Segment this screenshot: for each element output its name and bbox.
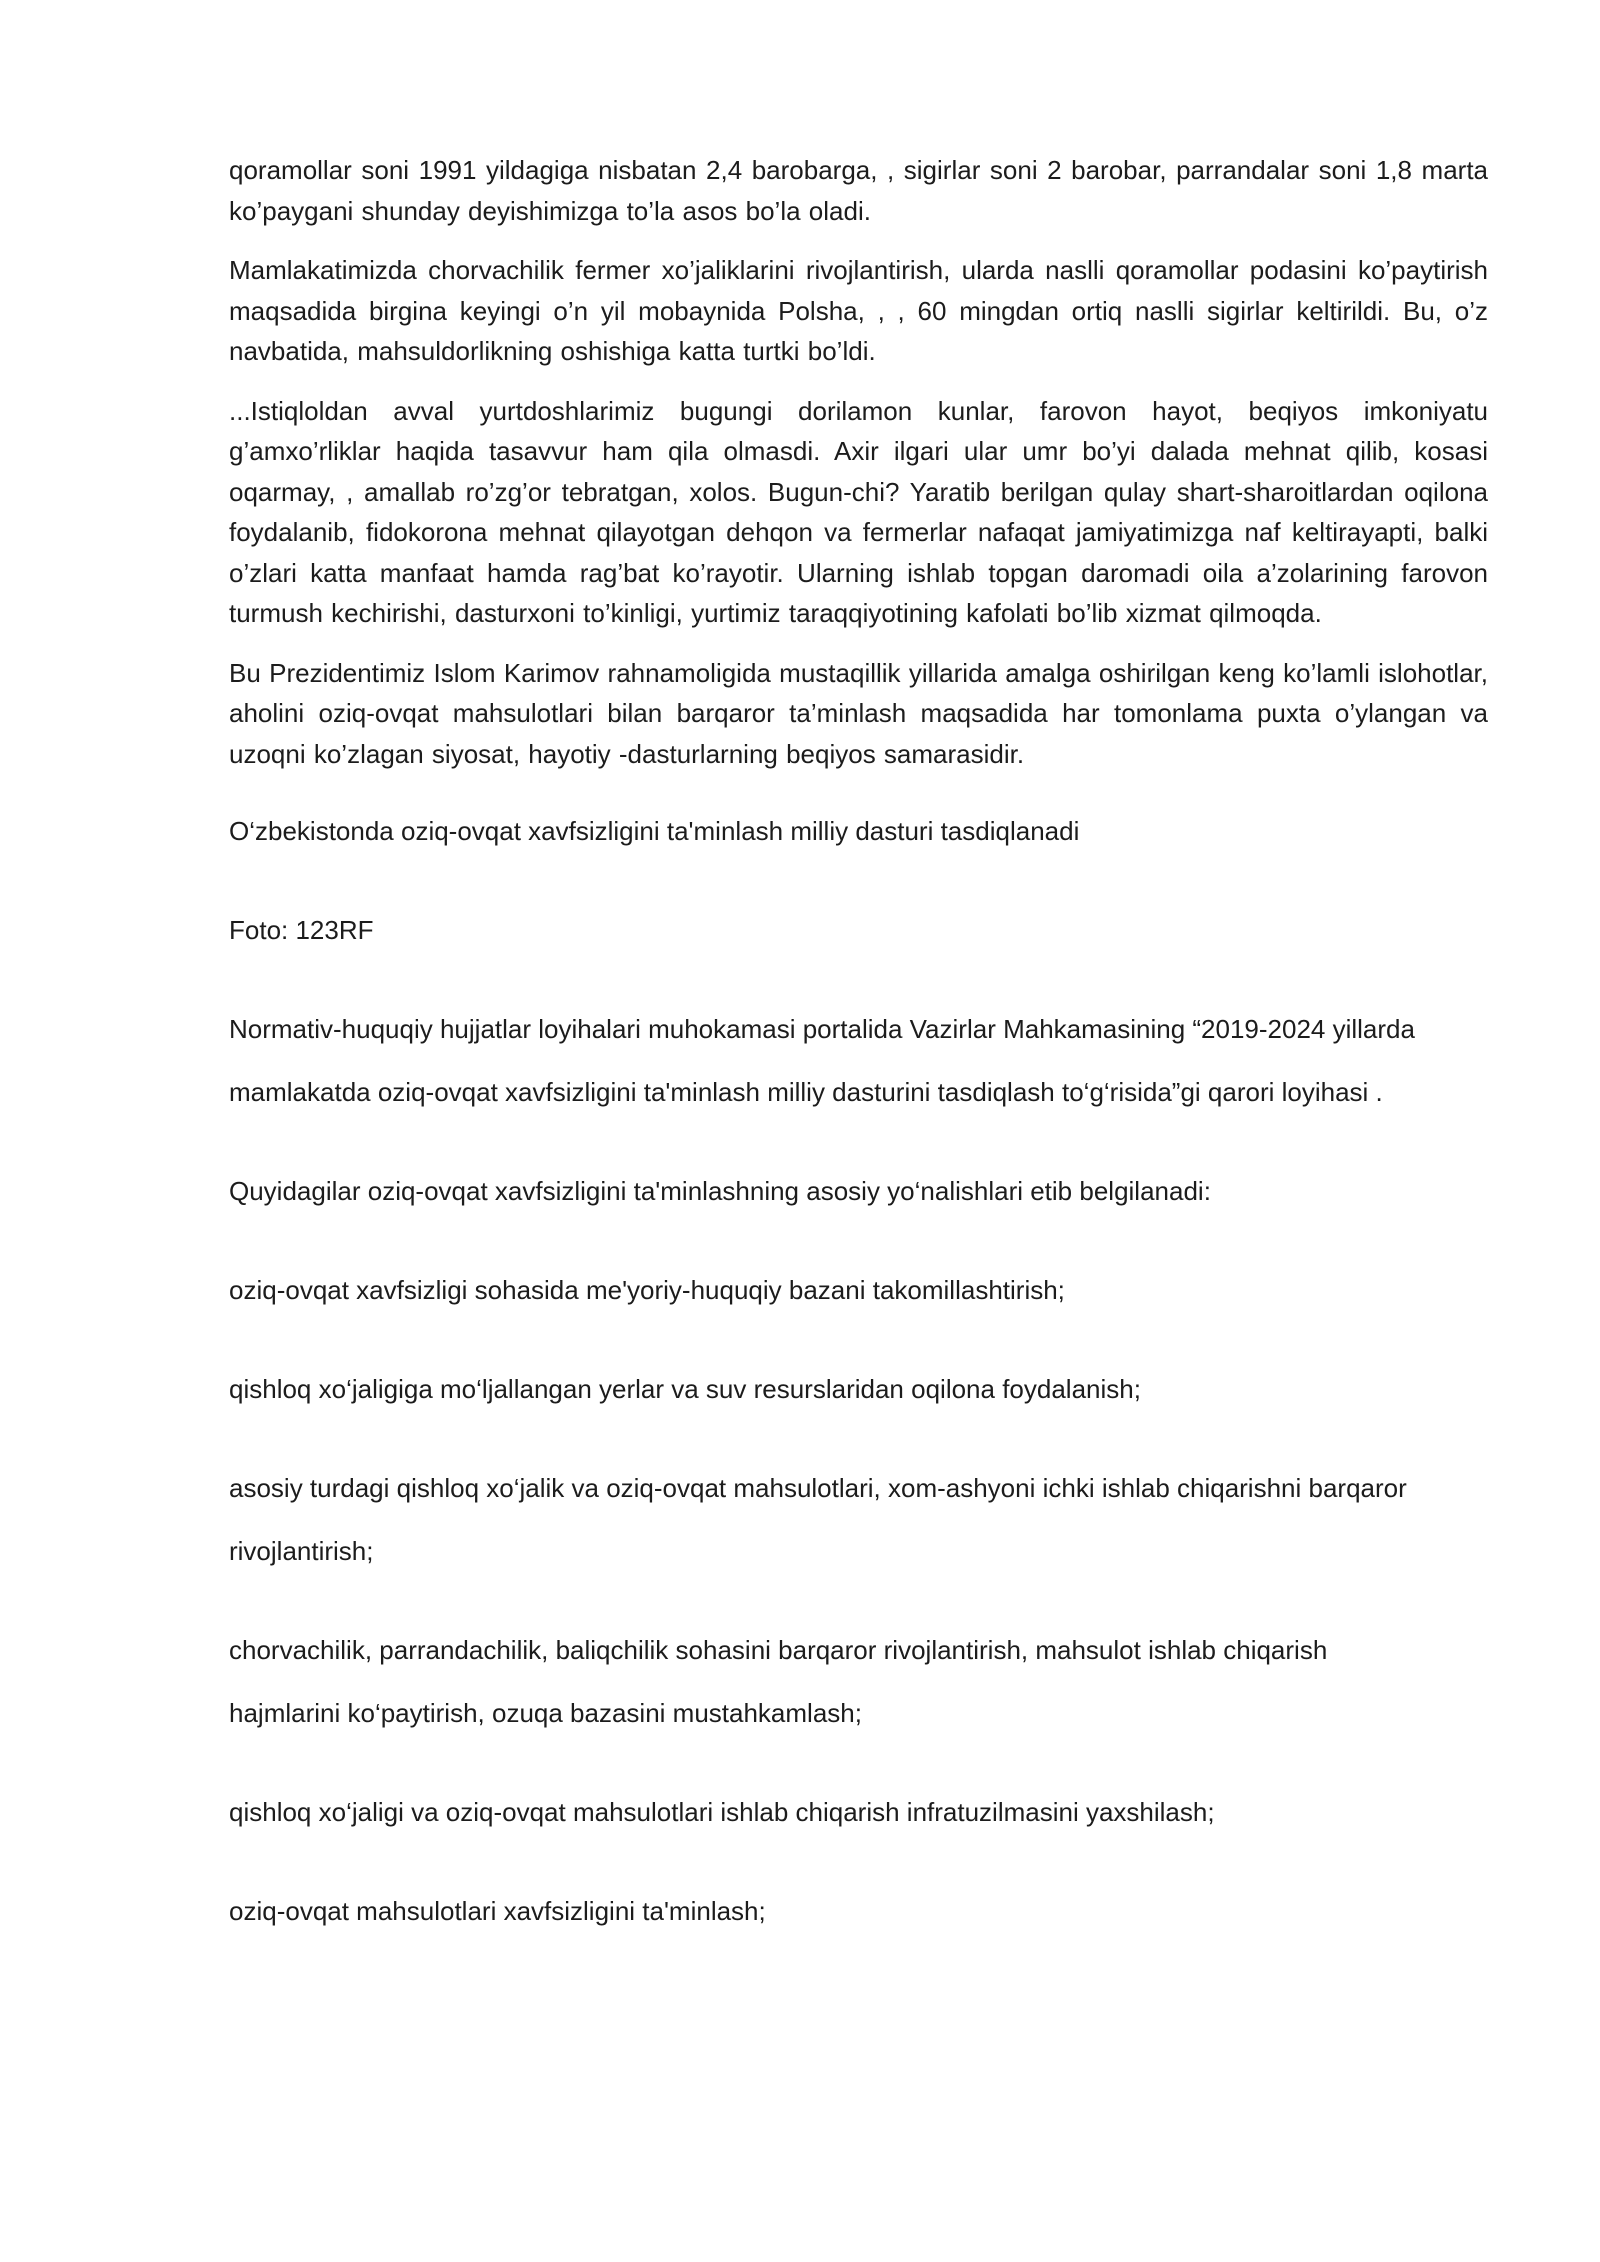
list-item: chorvachilik, parrandachilik, baliqchilik sohasini barqaror rivojlantirish, mahsulot ishlab chiqarish [229, 1635, 1328, 1665]
paragraph-livestock-breeding: Mamlakatimizda chorvachilik fermer xo’jaliklarini rivojlantirish, ularda naslli qoramollar podasini ko’paytirish maqsadida birgina keyingi o’n yil mobaynida Polsha, , , 60 mingdan ortiq naslli sigirlar keltirildi. Bu, o’z navbatida, mahsuldorlikning oshishiga katta turtki bo’ldi. [229, 255, 1488, 366]
list-item: oziq-ovqat mahsulotlari xavfsizligini ta'minlash; [229, 1896, 766, 1926]
paragraph-livestock-growth: qoramollar soni 1991 yildagiga nisbatan 2,4 barobarga, , sigirlar soni 2 barobar, parrandalar soni 1,8 marta ko’paygani shunday deyishimizga to’la asos bo’la oladi. [229, 155, 1488, 226]
paragraph-independence: ...Istiqloldan avval yurtdoshlarimiz bugungi dorilamon kunlar, farovon hayot, beqiyos imkoniyatu g’amxo’rliklar haqida tasavvur ham qila olmasdi. Axir ilgari ular umr bo’yi dalada mehnat qilib, kosasi oqarmay, , amallab ro’zg’or tebratgan, xolos. Bugun-chi? Yaratib berilgan qulay shart-sharoitlardan oqilona foydalanib, fidokorona mehnat qilayotgan dehqon va fermerlar nafaqat jamiyatimizga naf keltirayapti, balki o’zlari katta manfaat hamda rag’bat ko’rayotir. Ularning ishlab topgan daromadi oila a’zolarining farovon turmush kechirishi, dasturxoni to’kinligi, yurtimiz taraqqiyotining kafolati bo’lib xizmat qilmoqda. [229, 395, 1488, 628]
list-item: qishloq xo‘jaligi va oziq-ovqat mahsulotlari ishlab chiqarish infratuzilmasini yaxshilash; [229, 1797, 1215, 1827]
news-text-line-1: Normativ-huquqiy hujjatlar loyihalari muhokamasi portalida Vazirlar Mahkamasining “2019-2024 yillarda [229, 1014, 1415, 1044]
list-item: qishloq xo‘jaligiga mo‘ljallangan yerlar va suv resurslaridan oqilona foydalanish; [229, 1374, 1141, 1404]
list-item-continuation: rivojlantirish; [229, 1536, 374, 1566]
news-text-line-2: mamlakatda oziq-ovqat xavfsizligini ta'minlash milliy dasturini tasdiqlash to‘g‘risida”gi qarori loyihasi . [229, 1077, 1383, 1107]
directions-intro: Quyidagilar oziq-ovqat xavfsizligini ta'minlashning asosiy yo‘nalishlari etib belgilanadi: [229, 1176, 1211, 1206]
news-headline: O‘zbekistonda oziq-ovqat xavfsizligini ta'minlash milliy dasturi tasdiqlanadi [229, 816, 1080, 846]
photo-credit: Foto: 123RF [229, 915, 374, 945]
paragraph-reforms: Bu Prezidentimiz Islom Karimov rahnamoligida mustaqillik yillarida amalga oshirilgan keng ko’lamli islohotlar, aholini oziq-ovqat mahsulotlari bilan barqaror ta’minlash maqsadida har tomonlama puxta o’ylangan va uzoqni ko’zlagan siyosat, hayotiy -dasturlarning beqiyos samarasidir. [229, 657, 1488, 769]
list-item: oziq-ovqat xavfsizligi sohasida me'yoriy-huquqiy bazani takomillashtirish; [229, 1275, 1065, 1305]
list-item: asosiy turdagi qishloq xo‘jalik va oziq-ovqat mahsulotlari, xom-ashyoni ichki ishlab chiqarishni barqaror [229, 1473, 1407, 1503]
document-body [229, 150, 1488, 1943]
list-item-continuation: hajmlarini ko‘paytirish, ozuqa bazasini mustahkamlash; [229, 1698, 862, 1728]
